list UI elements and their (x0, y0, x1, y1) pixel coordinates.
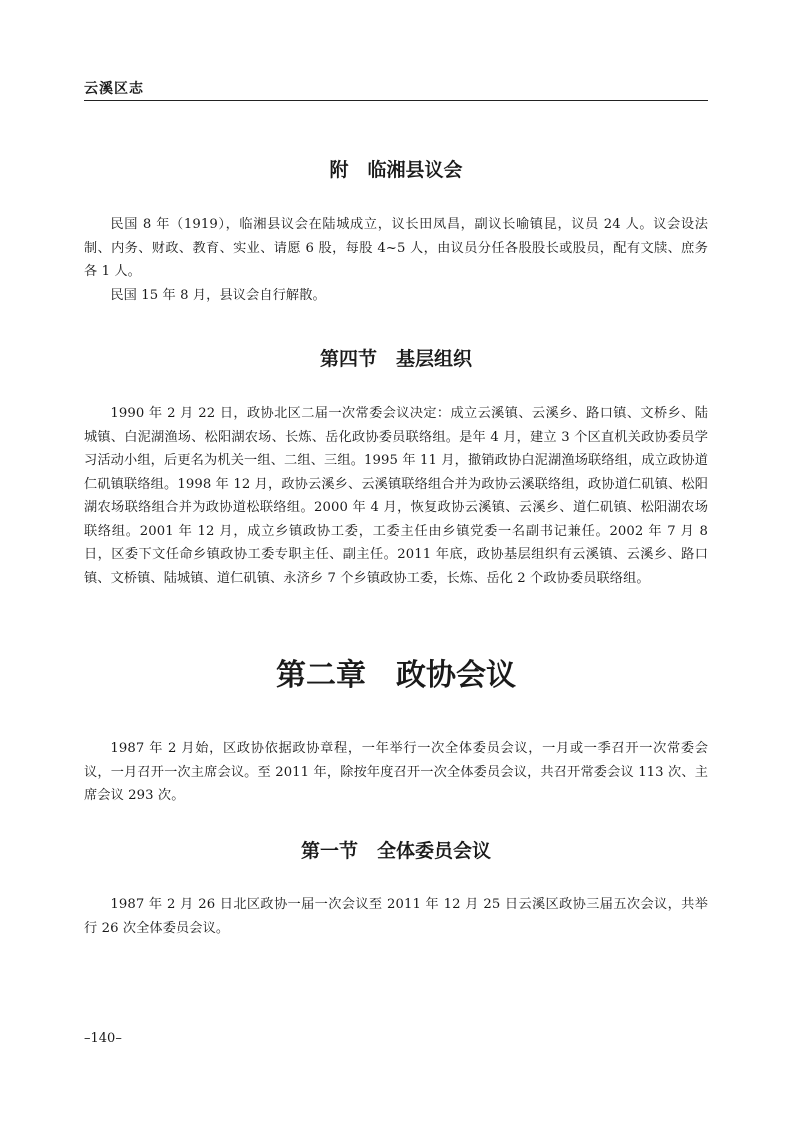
section-4-paragraph: 1990 年 2 月 22 日，政协北区二届一次常委会议决定：成立云溪镇、云溪乡、路口镇、文桥乡、陆城镇、白泥湖渔场、松阳湖农场、长炼、岳化政协委员联络组。是年 4 月，建立 3 个区直机关政协委员学习活动小组，后更名为机关一组、二组、三组。1995 年 11 月，撤销政协白泥湖渔场联络组，成立政协道仁矶镇联络组。1998 年 12 月，政协云溪乡、云溪镇联络组合并为政协云溪联络组，政协道仁矶镇、松阳湖农场联络组合并为政协道松联络组。2000 年 4 月，恢复政协云溪镇、云溪乡、道仁矶镇、松阳湖农场联络组。2001 年 12 月，成立乡镇政协工委，工委主任由乡镇党委一名副书记兼任。2002 年 7 月 8 日，区委下文任命乡镇政协工委专职主任、副主任。2011 年底，政协基层组织有云溪镇、云溪乡、路口镇、文桥镇、陆城镇、道仁矶镇、永济乡 7 个乡镇政协工委，长炼、岳化 2 个政协委员联络组。 (84, 406, 708, 586)
chapter-2-heading: 第二章 政协会议 (276, 658, 516, 693)
section-1-heading: 第一节 全体委员会议 (300, 840, 491, 862)
chapter-2-paragraph: 1987 年 2 月始，区政协依据政协章程，一年举行一次全体委员会议，一月或一季召开一次常委会议，一月召开一次主席会议。至 2011 年，除按年度召开一次全体委员会议，共召开常委会议 113 次、主席会议 293 次。 (84, 741, 708, 803)
header-rule (84, 100, 708, 101)
running-head: 云溪区志 (84, 81, 144, 97)
section-4-heading: 第四节 基层组织 (319, 348, 472, 370)
appendix-paragraph-2: 民国 15 年 8 月，县议会自行解散。 (110, 288, 326, 303)
page-number: –140– (84, 1031, 122, 1046)
section-1-paragraph: 1987 年 2 月 26 日北区政协一届一次会议至 2011 年 12 月 25 日云溪区政协三届五次会议，共举行 26 次全体委员会议。 (84, 897, 708, 936)
appendix-paragraph-1: 民国 8 年（1919），临湘县议会在陆城成立，议长田凤昌，副议长喻镇昆，议员 24 人。议会设法制、内务、财政、教育、实业、请愿 6 股，每股 4~5 人，由议员分任各股股长或股员，配有文牍、庶务各 1 人。 (84, 217, 708, 279)
appendix-heading: 附 临湘县议会 (329, 159, 463, 181)
